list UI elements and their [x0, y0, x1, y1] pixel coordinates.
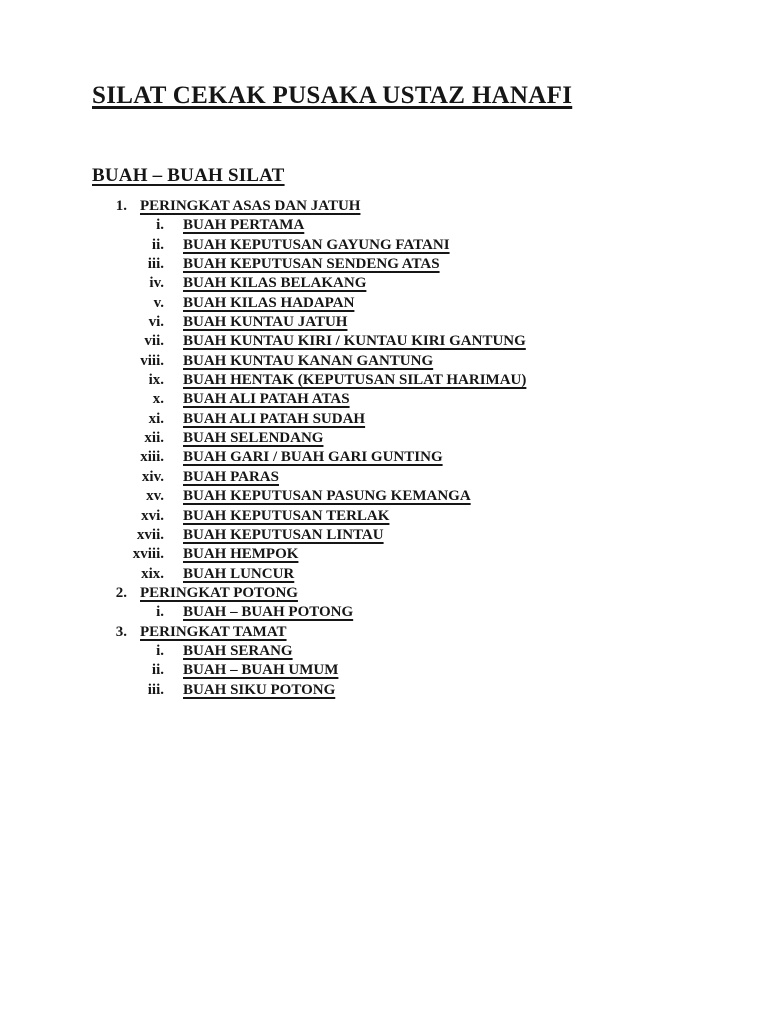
list-marker: xv. — [146, 488, 164, 505]
list-marker: xviii. — [132, 546, 164, 563]
list-marker: viii. — [140, 352, 164, 369]
list-item-label: BUAH KEPUTUSAN LINTAU — [183, 526, 384, 543]
list-item-label: BUAH KEPUTUSAN PASUNG KEMANGA — [183, 488, 471, 505]
list-item — [0, 623, 768, 642]
list-item-label: BUAH GARI / BUAH GARI GUNTING — [183, 449, 443, 466]
list-item-label: BUAH KILAS BELAKANG — [183, 275, 367, 292]
list-item — [0, 448, 768, 467]
list-marker: iii. — [147, 681, 164, 698]
list-marker: iv. — [149, 275, 164, 292]
list-item — [0, 313, 768, 332]
list-item-label: BUAH – BUAH UMUM — [183, 662, 339, 679]
list-marker: v. — [153, 294, 164, 311]
list-marker: xvi. — [141, 507, 164, 524]
list-marker: vii. — [144, 333, 164, 350]
list-item — [0, 332, 768, 351]
list-marker: 1. — [115, 198, 127, 214]
list-item-label: BUAH HENTAK (KEPUTUSAN SILAT HARIMAU) — [183, 372, 527, 389]
list-item-label: BUAH PARAS — [183, 468, 279, 485]
page-title: SILAT CEKAK PUSAKA USTAZ HANAFI — [92, 82, 573, 109]
list-item — [0, 294, 768, 313]
list-item — [0, 352, 768, 371]
list-marker: iii. — [147, 256, 164, 273]
list-item — [0, 197, 768, 216]
list-item — [0, 661, 768, 680]
list-marker: ii. — [151, 662, 164, 679]
list-marker: i. — [156, 642, 164, 659]
list-item-label: BUAH KUNTAU JATUH — [183, 314, 348, 331]
list-marker: xii. — [144, 430, 164, 447]
list-marker: xix. — [141, 565, 164, 582]
list-item — [0, 390, 768, 409]
list-item — [0, 487, 768, 506]
section-heading: BUAH – BUAH SILAT — [92, 165, 285, 186]
list-item-label: BUAH SERANG — [183, 642, 293, 659]
list-marker: i. — [156, 604, 164, 621]
list-marker: xi. — [148, 410, 164, 427]
list-item — [0, 681, 768, 700]
list-item-label: BUAH HEMPOK — [183, 546, 299, 563]
list-item-label: BUAH SIKU POTONG — [183, 681, 336, 698]
list-item-label: BUAH KEPUTUSAN SENDENG ATAS — [183, 256, 440, 273]
list-item-label: PERINGKAT TAMAT — [140, 623, 287, 640]
list-marker: xvii. — [136, 526, 164, 543]
list-marker: vi. — [148, 314, 164, 331]
list-item — [0, 584, 768, 603]
list-item — [0, 565, 768, 584]
list-item-label: BUAH – BUAH POTONG — [183, 604, 354, 621]
list-item-label: BUAH KILAS HADAPAN — [183, 294, 355, 311]
list-marker: xiv. — [141, 468, 164, 485]
list-item — [0, 642, 768, 661]
list-item — [0, 603, 768, 622]
list-item — [0, 468, 768, 487]
list-item-label: BUAH KEPUTUSAN TERLAK — [183, 507, 390, 524]
list-marker: 2. — [115, 584, 127, 601]
list-item — [0, 545, 768, 564]
list-item-label: BUAH ALI PATAH SUDAH — [183, 410, 366, 427]
list-item-label: BUAH KEPUTUSAN GAYUNG FATANI — [183, 236, 450, 253]
list-item-label: BUAH SELENDANG — [183, 430, 324, 447]
list-marker: 3. — [115, 623, 127, 640]
list-item-label: BUAH KUNTAU KIRI / KUNTAU KIRI GANTUNG — [183, 333, 526, 350]
list-item — [0, 371, 768, 390]
list-item-label: PERINGKAT ASAS DAN JATUH — [140, 198, 361, 214]
list-marker: xiii. — [140, 449, 164, 466]
list-item — [0, 236, 768, 255]
list-item — [0, 410, 768, 429]
list-item — [0, 429, 768, 448]
list-item-label: PERINGKAT POTONG — [140, 584, 298, 601]
list-item-label: BUAH LUNCUR — [183, 565, 295, 582]
list-item-label: BUAH KUNTAU KANAN GANTUNG — [183, 352, 434, 369]
list-marker: ii. — [151, 236, 164, 253]
list-item — [0, 507, 768, 526]
silat-list — [0, 197, 768, 700]
list-item — [0, 216, 768, 235]
list-item — [0, 526, 768, 545]
list-item-label: BUAH PERTAMA — [183, 217, 305, 234]
list-item — [0, 274, 768, 293]
list-item-label: BUAH ALI PATAH ATAS — [183, 391, 350, 408]
list-marker: ix. — [148, 372, 164, 389]
list-item — [0, 255, 768, 274]
list-marker: i. — [156, 217, 164, 234]
list-marker: x. — [152, 391, 164, 408]
